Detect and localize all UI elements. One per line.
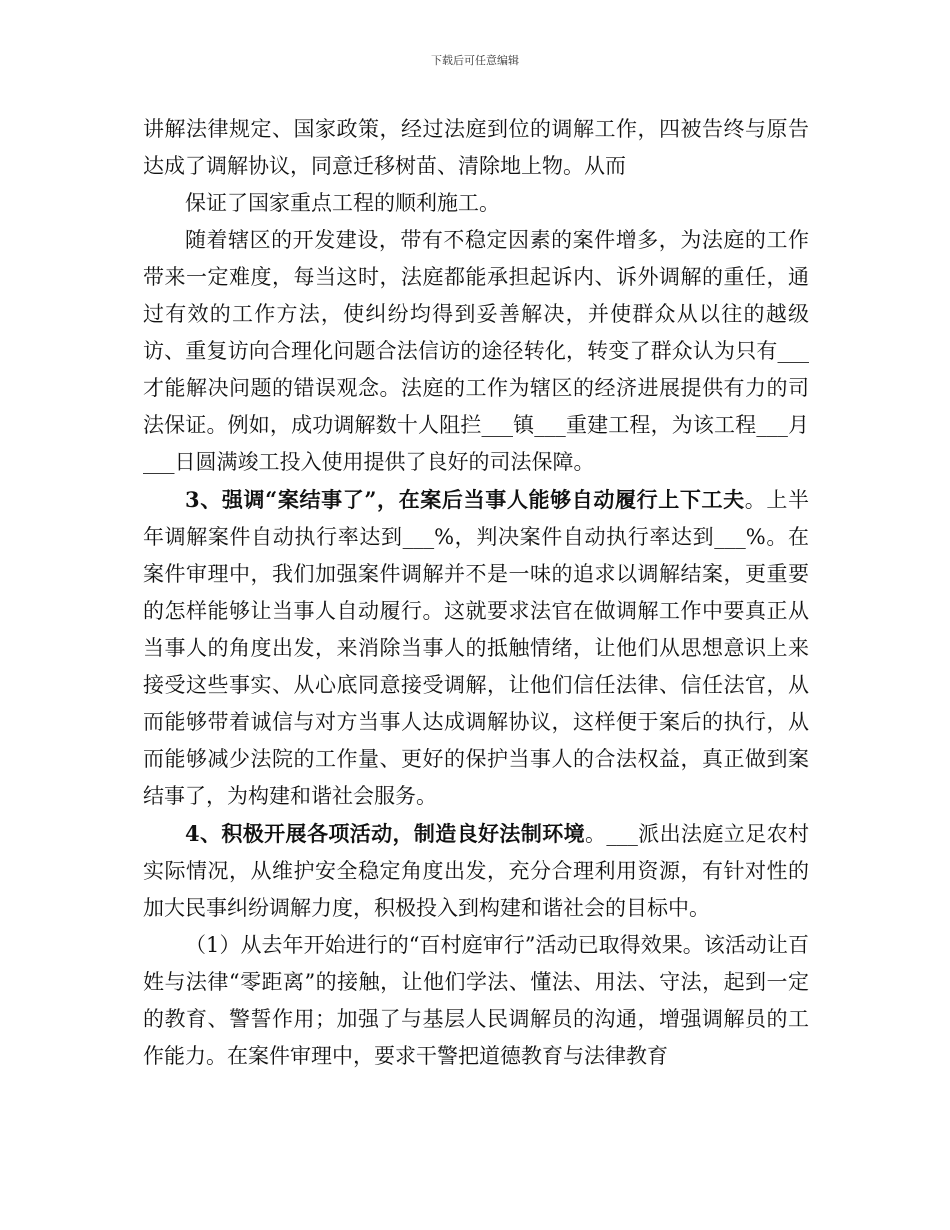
paragraph-jurisdiction-development: 随着辖区的开发建设，带有不稳定因素的案件增多，为法庭的工作带来一定难度，每当这时，法庭都能承担起诉内、诉外调解的重任，通过有效的工作方法，使纠纷均得到妥善解决，并使群众从以往的越级访、重复访向合理化问题合法信访的途径转化，转变了群众认为只有___才能解决问题的错误观念。法庭的工作为辖区的经济进展提供有力的司法保证。例如，成功调解数十人阻拦___镇___重建工程，为该工程___月___日圆满竣工投入使用提供了良好的司法保障。 (143, 228, 809, 474)
document-body (143, 111, 809, 1075)
paragraph-continuation: 讲解法律规定、国家政策，经过法庭到位的调解工作，四被告终与原告达成了调解协议，同意迁移树苗、清除地上物。从而 (143, 117, 809, 178)
paragraph-ensure-construction: 保证了国家重点工程的顺利施工。 (185, 191, 500, 215)
paragraph-body: 。上半年调解案件自动执行率达到___%，判决案件自动执行率达到___%。在案件审理中，我们加强案件调解并不是一味的追求以调解结案，更重要的怎样能够让当事人自动履行。这就要求法官在做调解工作中要真正从当事人的角度出发，来消除当事人的抵触情绪，让他们从思想意识上来接受这些事实、从心底同意接受调解，让他们信任法律、信任法官，从而能够带着诚信与对方当事人达成调解协议，这样便于案后的执行，从而能够减少法院的工作量、更好的保护当事人的合法权益，真正做到案结事了，为构建和谐社会服务。 (143, 488, 809, 808)
section-heading-3: 3、强调“案结事了”，在案后当事人能够自动履行上下工夫 (185, 487, 745, 512)
section-heading-4: 4、积极开展各项活动，制造良好法制环境 (185, 821, 585, 846)
paragraph-body: 。___派出法庭立足农村实际情况，从维护安全稳定角度出发，充分合理利用资源，有针对性的加大民事纠纷调解力度，积极投入到构建和谐社会的目标中。 (143, 822, 809, 920)
paragraph-village-trials: （1）从去年开始进行的“百村庭审行”活动已取得效果。该活动让百姓与法律“零距离”的接触，让他们学法、懂法、用法、守法，起到一定的教育、警誓作用；加强了与基层人民调解员的沟通，增强调解员的工作能力。在案件审理中，要求干警把道德教育与法律教育 (143, 933, 809, 1068)
page-header: 下载后可任意编辑 (431, 54, 519, 67)
paragraph-activities (143, 815, 809, 927)
paragraph-case-closure (143, 481, 809, 815)
